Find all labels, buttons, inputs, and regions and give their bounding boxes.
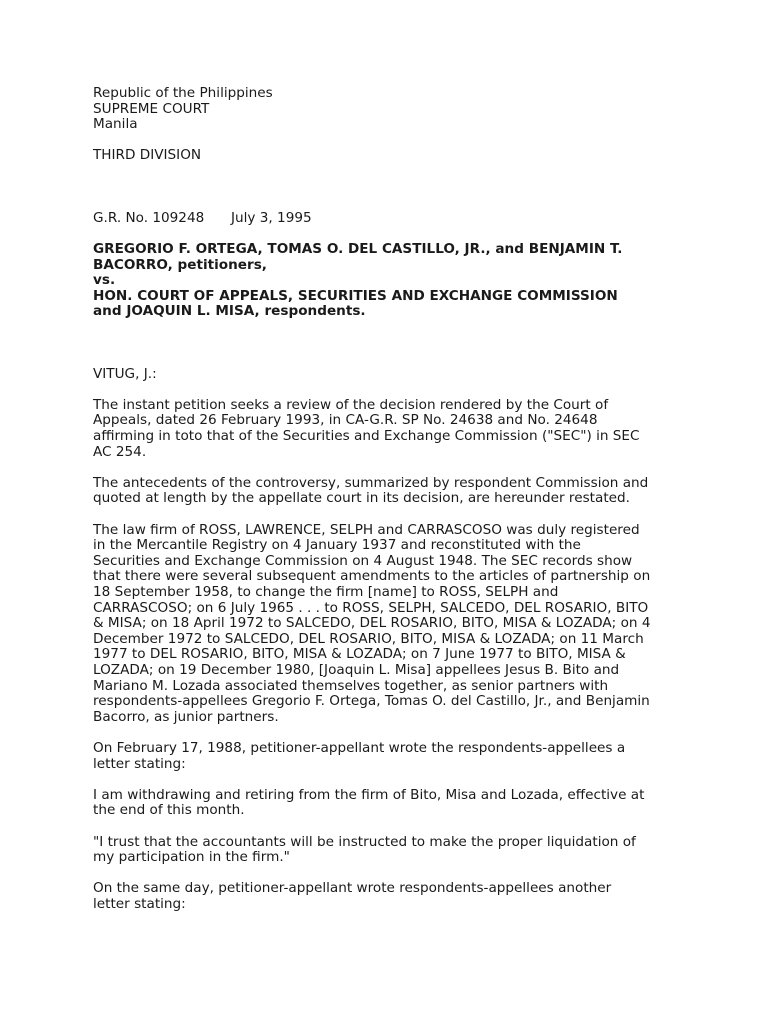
- header-division: THIRD DIVISION: [93, 147, 202, 164]
- respondents-line-2: and JOAQUIN L. MISA, respondents.: [93, 303, 366, 320]
- petitioners-line-1: GREGORIO F. ORTEGA, TOMAS O. DEL CASTILLO, JR., and BENJAMIN T.: [93, 240, 623, 257]
- paragraph-6: [93, 835, 683, 866]
- text-line: respondents-appellees Gregorio F. Ortega, Tomas O. del Castillo, Jr., and Benjamin: [93, 693, 650, 710]
- text-line: that there were several subsequent amendments to the articles of partnership on: [93, 568, 651, 585]
- text-line: the end of this month.: [93, 802, 245, 819]
- case-gr-number: G.R. No. 109248: [93, 209, 205, 226]
- text-line: quoted at length by the appellate court in its decision, are hereunder restated.: [93, 490, 630, 507]
- text-line: The instant petition seeks a review of the decision rendered by the Court of: [93, 396, 609, 413]
- header-city: Manila: [93, 116, 138, 133]
- text-line: letter stating:: [93, 895, 186, 912]
- text-line: Mariano M. Lozada associated themselves together, as senior partners with: [93, 677, 609, 694]
- case-title: [93, 242, 683, 320]
- text-line: 1977 to DEL ROSARIO, BITO, MISA & LOZADA; on 7 June 1977 to BITO, MISA &: [93, 646, 626, 663]
- text-line: in the Mercantile Registry on 4 January 1937 and reconstituted with the: [93, 537, 581, 554]
- text-line: Bacorro, as junior partners.: [93, 708, 279, 725]
- respondents-line-1: HON. COURT OF APPEALS, SECURITIES AND EXCHANGE COMMISSION: [93, 287, 618, 304]
- paragraph-1: [93, 398, 683, 460]
- text-line: The law firm of ROSS, LAWRENCE, SELPH and CARRASCOSO was duly registered: [93, 521, 640, 538]
- text-line: December 1972 to SALCEDO, DEL ROSARIO, BITO, MISA & LOZADA; on 11 March: [93, 630, 644, 647]
- text-line: LOZADA; on 19 December 1980, [Joaquin L. Misa] appellees Jesus B. Bito and: [93, 661, 620, 678]
- paragraph-2: [93, 476, 683, 507]
- text-line: & MISA; on 18 April 1972 to SALCEDO, DEL ROSARIO, BITO, MISA & LOZADA; on 4: [93, 615, 651, 632]
- document-page: [93, 86, 683, 912]
- ponente: VITUG, J.:: [93, 365, 157, 382]
- text-line: CARRASCOSO; on 6 July 1965 . . . to ROSS, SELPH, SALCEDO, DEL ROSARIO, BITO: [93, 599, 649, 616]
- paragraph-3: [93, 523, 683, 726]
- versus: vs.: [93, 272, 116, 289]
- text-line: Securities and Exchange Commission on 4 August 1948. The SEC records show: [93, 552, 633, 569]
- header-republic: Republic of the Philippines: [93, 85, 273, 101]
- text-line: On the same day, petitioner-appellant wrote respondents-appellees another: [93, 880, 612, 897]
- text-line: "I trust that the accountants will be instructed to make the proper liquidation of: [93, 833, 636, 850]
- case-number-line: [93, 211, 683, 227]
- text-line: 18 September 1958, to change the firm [name] to ROSS, SELPH and: [93, 584, 559, 600]
- text-line: letter stating:: [93, 755, 186, 772]
- paragraph-4: [93, 741, 683, 772]
- header-court: SUPREME COURT: [93, 100, 210, 117]
- text-line: AC 254.: [93, 443, 147, 460]
- text-line: affirming in toto that of the Securities and Exchange Commission ("SEC") in SEC: [93, 428, 640, 445]
- text-line: I am withdrawing and retiring from the firm of Bito, Misa and Lozada, effective at: [93, 786, 645, 803]
- petitioners-line-2: BACORRO, petitioners,: [93, 256, 267, 273]
- text-line: Appeals, dated 26 February 1993, in CA-G.R. SP No. 24638 and No. 24648: [93, 412, 598, 429]
- text-line: On February 17, 1988, petitioner-appellant wrote the respondents-appellees a: [93, 739, 626, 756]
- case-date: July 3, 1995: [231, 209, 312, 226]
- text-line: The antecedents of the controversy, summarized by respondent Commission and: [93, 474, 649, 491]
- paragraph-5: [93, 788, 683, 819]
- paragraph-7: [93, 881, 683, 912]
- text-line: my participation in the firm.": [93, 849, 290, 866]
